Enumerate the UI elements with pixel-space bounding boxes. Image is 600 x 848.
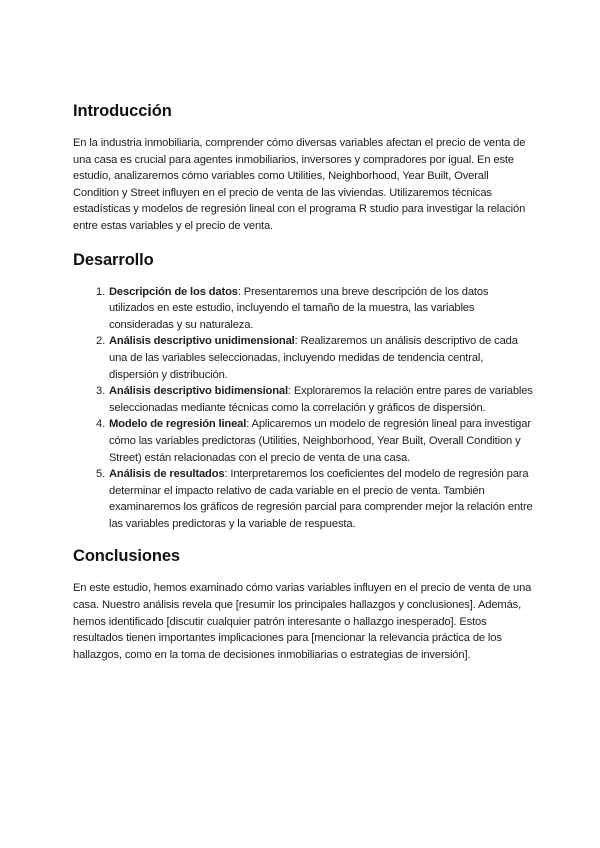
list-item xyxy=(108,416,533,466)
conclusions-heading: Conclusiones xyxy=(73,547,180,566)
intro-heading: Introducción xyxy=(73,102,172,120)
conclusions-paragraph: En este estudio, hemos examinado cómo varias variables influyen en el precio de venta de una casa. Nuestro análisis revela que [resumir los principales hallazgos y conclusiones]. Además, hemos identificado [discutir cualquier patrón interesante o hallazgo inesperado]. Estos resultados tienen importantes implicaciones para [mencionar la relevancia práctica de los hallazgos, como en la toma de decisiones inmobiliarias o estrategias de inversión]. xyxy=(73,582,532,661)
list-item-text: : Exploraremos la relación entre pares de variables seleccionadas mediante técnicas como la correlación y gráficos de dispersión. xyxy=(109,385,533,414)
development-list xyxy=(73,284,533,533)
list-item xyxy=(108,466,533,532)
list-item-text: : Aplicaremos un modelo de regresión lineal para investigar cómo las variables predictoras (Utilities, Neighborhood, Year Built, Overall Condition y Street) están relacionadas con el precio de venta de una casa. xyxy=(109,418,531,464)
list-item xyxy=(108,383,533,416)
list-item-text: : Realizaremos un análisis descriptivo de cada una de las variables seleccionadas, incluyendo medidas de tendencia central, dispersión y distribución. xyxy=(109,335,518,381)
list-item-title: Análisis descriptivo bidimensional xyxy=(109,385,288,398)
list-item xyxy=(108,333,533,383)
list-item-title: Análisis de resultados xyxy=(109,468,225,481)
list-item-title: Descripción de los datos xyxy=(109,285,238,298)
document-page xyxy=(73,100,533,663)
list-item xyxy=(108,284,533,334)
intro-paragraph: En la industria inmobiliaria, comprender cómo diversas variables afectan el precio de venta de una casa es crucial para agentes inmobiliarios, inversores y compradores por igual. En este estudio, analizaremos cómo variables como Utilities, Neighborhood, Year Built, Overall Condition y Street influyen en el precio de venta de las viviendas. Utilizaremos técnicas estadísticas y modelos de regresión lineal con el programa R studio para investigar la relación entre estas variables y el precio de venta. xyxy=(73,137,526,232)
development-heading: Desarrollo xyxy=(73,250,154,269)
list-item-text: : Presentaremos una breve descripción de los datos utilizados en este estudio, incluyendo el tamaño de la muestra, las variables consideradas y su naturaleza. xyxy=(109,285,489,331)
list-item-text: : Interpretaremos los coeficientes del modelo de regresión para determinar el impacto relativo de cada variable en el precio de venta. También examinaremos los gráficos de regresión parcial para comprender mejor la relación entre las variables predictoras y la variable de respuesta. xyxy=(109,468,533,530)
list-item-title: Modelo de regresión lineal xyxy=(109,418,247,431)
list-item-title: Análisis descriptivo unidimensional xyxy=(109,335,295,348)
